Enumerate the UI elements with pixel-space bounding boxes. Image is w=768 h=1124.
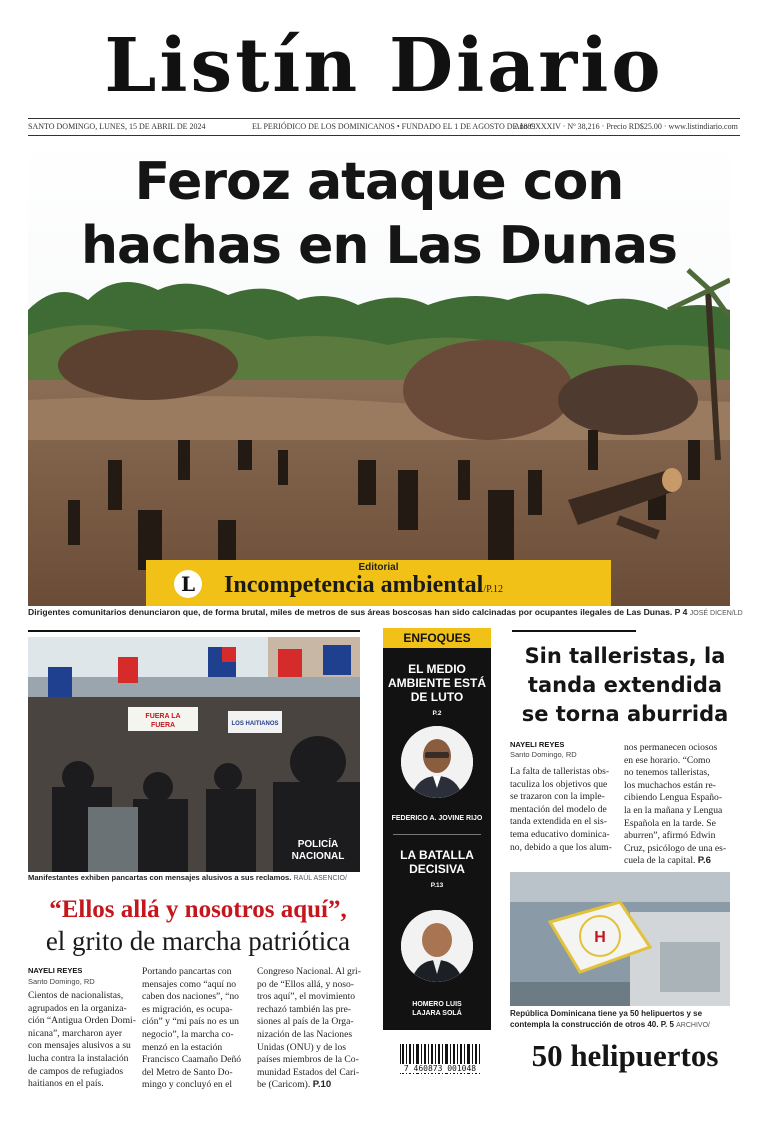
title-line: LA BATALLA [400, 848, 474, 862]
protest-photo [28, 637, 360, 872]
editorial-teaser[interactable] [146, 560, 611, 606]
edition-text: Año CXXXIV · Nº 38,216 · Precio RD$25.00 · www.listindiario.com [514, 122, 738, 131]
enfoques-item2-title[interactable] [383, 848, 491, 876]
enfoques-panel [383, 628, 491, 1030]
talleristas-byline: NAYELI REYES [510, 740, 565, 749]
protest-sign-text: FUERA LA [145, 713, 181, 720]
heliport-caption-text: República Dominicana tiene ya 50 helipuertos y se contempla la construcción de otros 40. P. 5 [510, 1009, 703, 1029]
talleristas-column-1 [510, 766, 618, 854]
name-line: LAJARA SOLÁ [412, 1010, 462, 1017]
text-line: con mensajes alusivos a su [28, 1040, 131, 1052]
headline-line: tanda extendida [527, 673, 723, 697]
helipad-letter: H [594, 929, 606, 946]
heliport-aerial-illustration [510, 872, 730, 1006]
text-line: rechazó también las pre- [257, 1003, 352, 1015]
text-line: la en la mañana y Lengua [624, 804, 723, 816]
text-line: Portando pancartas con [142, 966, 232, 977]
police-vest-text: POLICÍA [297, 839, 339, 850]
text-line: Unidas (ONU) y de los [257, 1041, 346, 1053]
text-line: en ese horario. “Como [624, 754, 711, 766]
text-line: menzó en la estación [142, 1041, 223, 1053]
lead-caption-text: Dirigentes comunitarios denunciaron que, de forma brutal, miles de metros de sus áreas boscosas han sido calcinadas por ocupantes ilegales de Las Dunas. P 4 [28, 607, 688, 617]
lead-caption [28, 606, 743, 620]
enfoques-item1-title[interactable] [383, 662, 491, 704]
protest-location: Santo Domingo, RD [28, 977, 95, 986]
police-vest-text: NACIONAL [291, 851, 345, 862]
protest-sign-text: LOS HAITIANOS [231, 721, 279, 727]
portrait-illustration [401, 910, 473, 982]
text-line: caben dos naciones”, “no [142, 991, 239, 1003]
lead-headline-line1: Feroz ataque con [134, 152, 624, 212]
heliport-headline[interactable]: 50 helipuertos [531, 1038, 719, 1073]
text-line: cibiendo Lengua Españo- [624, 792, 723, 804]
text-line: se trazaron con la imple- [510, 791, 605, 803]
page-ref: P.10 [312, 1079, 332, 1091]
text-line: ción” y “mi país no es un [142, 1016, 239, 1028]
protest-column-3 [257, 966, 365, 1092]
author-portrait-jovine [401, 726, 473, 798]
lead-photo-credit: JOSÉ DICEN/LD [689, 610, 743, 617]
title-line: DE LUTO [410, 690, 464, 704]
text-line: haitianos en el país. [28, 1078, 104, 1090]
protest-crowd-illustration [28, 637, 360, 872]
text-line: nización de las Naciones [257, 1028, 353, 1040]
text-line: Cruz, psicólogo de una es- [624, 842, 727, 854]
lead-photo [28, 140, 730, 606]
protest-sign-text: FUERA [150, 722, 176, 729]
text-line: munidad Estados del Cari- [257, 1066, 360, 1078]
text-line: Española en la tarde. Se [624, 817, 716, 829]
enfoques-header: ENFOQUES [383, 628, 491, 648]
protest-column-2 [142, 966, 250, 1092]
section-rule [28, 630, 360, 632]
text-line: taculiza los objetivos que [510, 778, 608, 790]
text-line: países miembros de la Co- [257, 1054, 359, 1066]
enfoques-item2-author [383, 1000, 491, 1018]
text-line: be (Caricom). [257, 1079, 311, 1091]
text-line: La falta de talleristas obs- [510, 766, 610, 777]
editorial-title-text: Incompetencia ambiental [224, 572, 484, 598]
enfoques-item1-author: FEDERICO A. JOVINE RIJO [391, 815, 483, 822]
text-line: nos permanecen ociosos [624, 742, 718, 753]
text-line: es migración, es ocupa- [142, 1003, 233, 1015]
title-line: DECISIVA [409, 862, 465, 876]
protest-caption [28, 873, 368, 882]
text-line: tanda extendida en el sis- [510, 816, 607, 828]
enfoques-item1-page: P.2 [432, 710, 442, 717]
text-line: tros aquí”, el movimiento [257, 991, 356, 1003]
barcode-number: 7 460873 001048 [396, 1064, 484, 1073]
protest-photo-credit: RAÚL ASENCIO/ [293, 875, 347, 882]
name-line: HOMERO LUIS [412, 1001, 462, 1008]
title-line: AMBIENTE ESTÁ [387, 676, 486, 690]
heliport-photo [510, 872, 730, 1006]
listin-logo-icon: L [174, 570, 202, 598]
text-line: po de “Ellos allá, y noso- [257, 978, 354, 990]
text-line: siones al país de la Orga- [257, 1016, 354, 1028]
text-line: de campos de refugiados [28, 1065, 124, 1077]
protest-headline-sub[interactable]: el grito de marcha patriótica [45, 926, 351, 956]
talleristas-headline[interactable] [510, 642, 740, 729]
editorial-title [224, 572, 503, 599]
text-line: mensajes como “aquí no [142, 978, 237, 990]
divider [393, 834, 481, 835]
lead-headline-line2: hachas en Las Dunas [80, 216, 677, 276]
text-line: los muchachos están re- [624, 779, 716, 791]
talleristas-column-2 [624, 742, 734, 868]
text-line: agrupados en la organiza- [28, 1002, 127, 1014]
heliport-photo-credit: ARCHIVO/ [676, 1022, 710, 1029]
text-line: negocio”, la marcha co- [142, 1028, 234, 1040]
text-line: no, debido a que los alum- [510, 841, 612, 853]
text-line: tema educativo dominica- [510, 828, 610, 840]
enfoques-item2-page: P.13 [430, 882, 444, 889]
title-line: EL MEDIO [408, 662, 466, 676]
text-line: aburren”, afirmó Edwin [624, 830, 716, 842]
editorial-page: /P.12 [483, 584, 504, 595]
editorial-tag: Editorial [358, 562, 399, 573]
text-line: Cientos de nacionalistas, [28, 990, 124, 1001]
text-line: no tenemos talleristas, [624, 767, 710, 779]
text-line: mentación del modelo de [510, 803, 607, 815]
text-line: mingo y concluyó en el [142, 1079, 233, 1091]
text-line: Francisco Caamaño Deñó [142, 1054, 242, 1066]
lead-headline [28, 150, 730, 278]
text-line: Congreso Nacional. Al gri- [257, 966, 361, 977]
talleristas-location: Santo Domingo, RD [510, 750, 577, 759]
text-line: nicana”, marcharon ayer [28, 1027, 123, 1039]
headline-line: Sin talleristas, la [524, 644, 726, 668]
text-line: cuela de la capital. [624, 855, 696, 867]
date-text: SANTO DOMINGO, LUNES, 15 DE ABRIL DE 2024 [28, 122, 206, 131]
dateline [28, 118, 740, 136]
protest-column-1 [28, 990, 136, 1091]
motto-text: EL PERIÓDICO DE LOS DOMINICANOS • FUNDADO EL 1 DE AGOSTO DE 1889 [252, 122, 536, 131]
page-ref: P.6 [697, 855, 711, 867]
protest-byline: NAYELI REYES [28, 966, 83, 975]
text-line: lucha contra la instalación [28, 1052, 129, 1064]
masthead-title: Listín Diario [104, 23, 664, 109]
author-portrait-lajara [401, 910, 473, 982]
text-line: ción “Antigua Orden Domi- [28, 1015, 136, 1027]
section-rule [512, 630, 636, 632]
portrait-illustration [401, 726, 473, 798]
text-line: del Metro de Santo Do- [142, 1066, 233, 1078]
protest-headline-quote[interactable]: “Ellos allá y nosotros aquí”, [49, 896, 347, 923]
headline-line: se torna aburrida [521, 702, 729, 726]
heliport-caption [510, 1008, 740, 1031]
protest-caption-text: Manifestantes exhiben pancartas con mensajes alusivos a sus reclamos. [28, 873, 292, 882]
